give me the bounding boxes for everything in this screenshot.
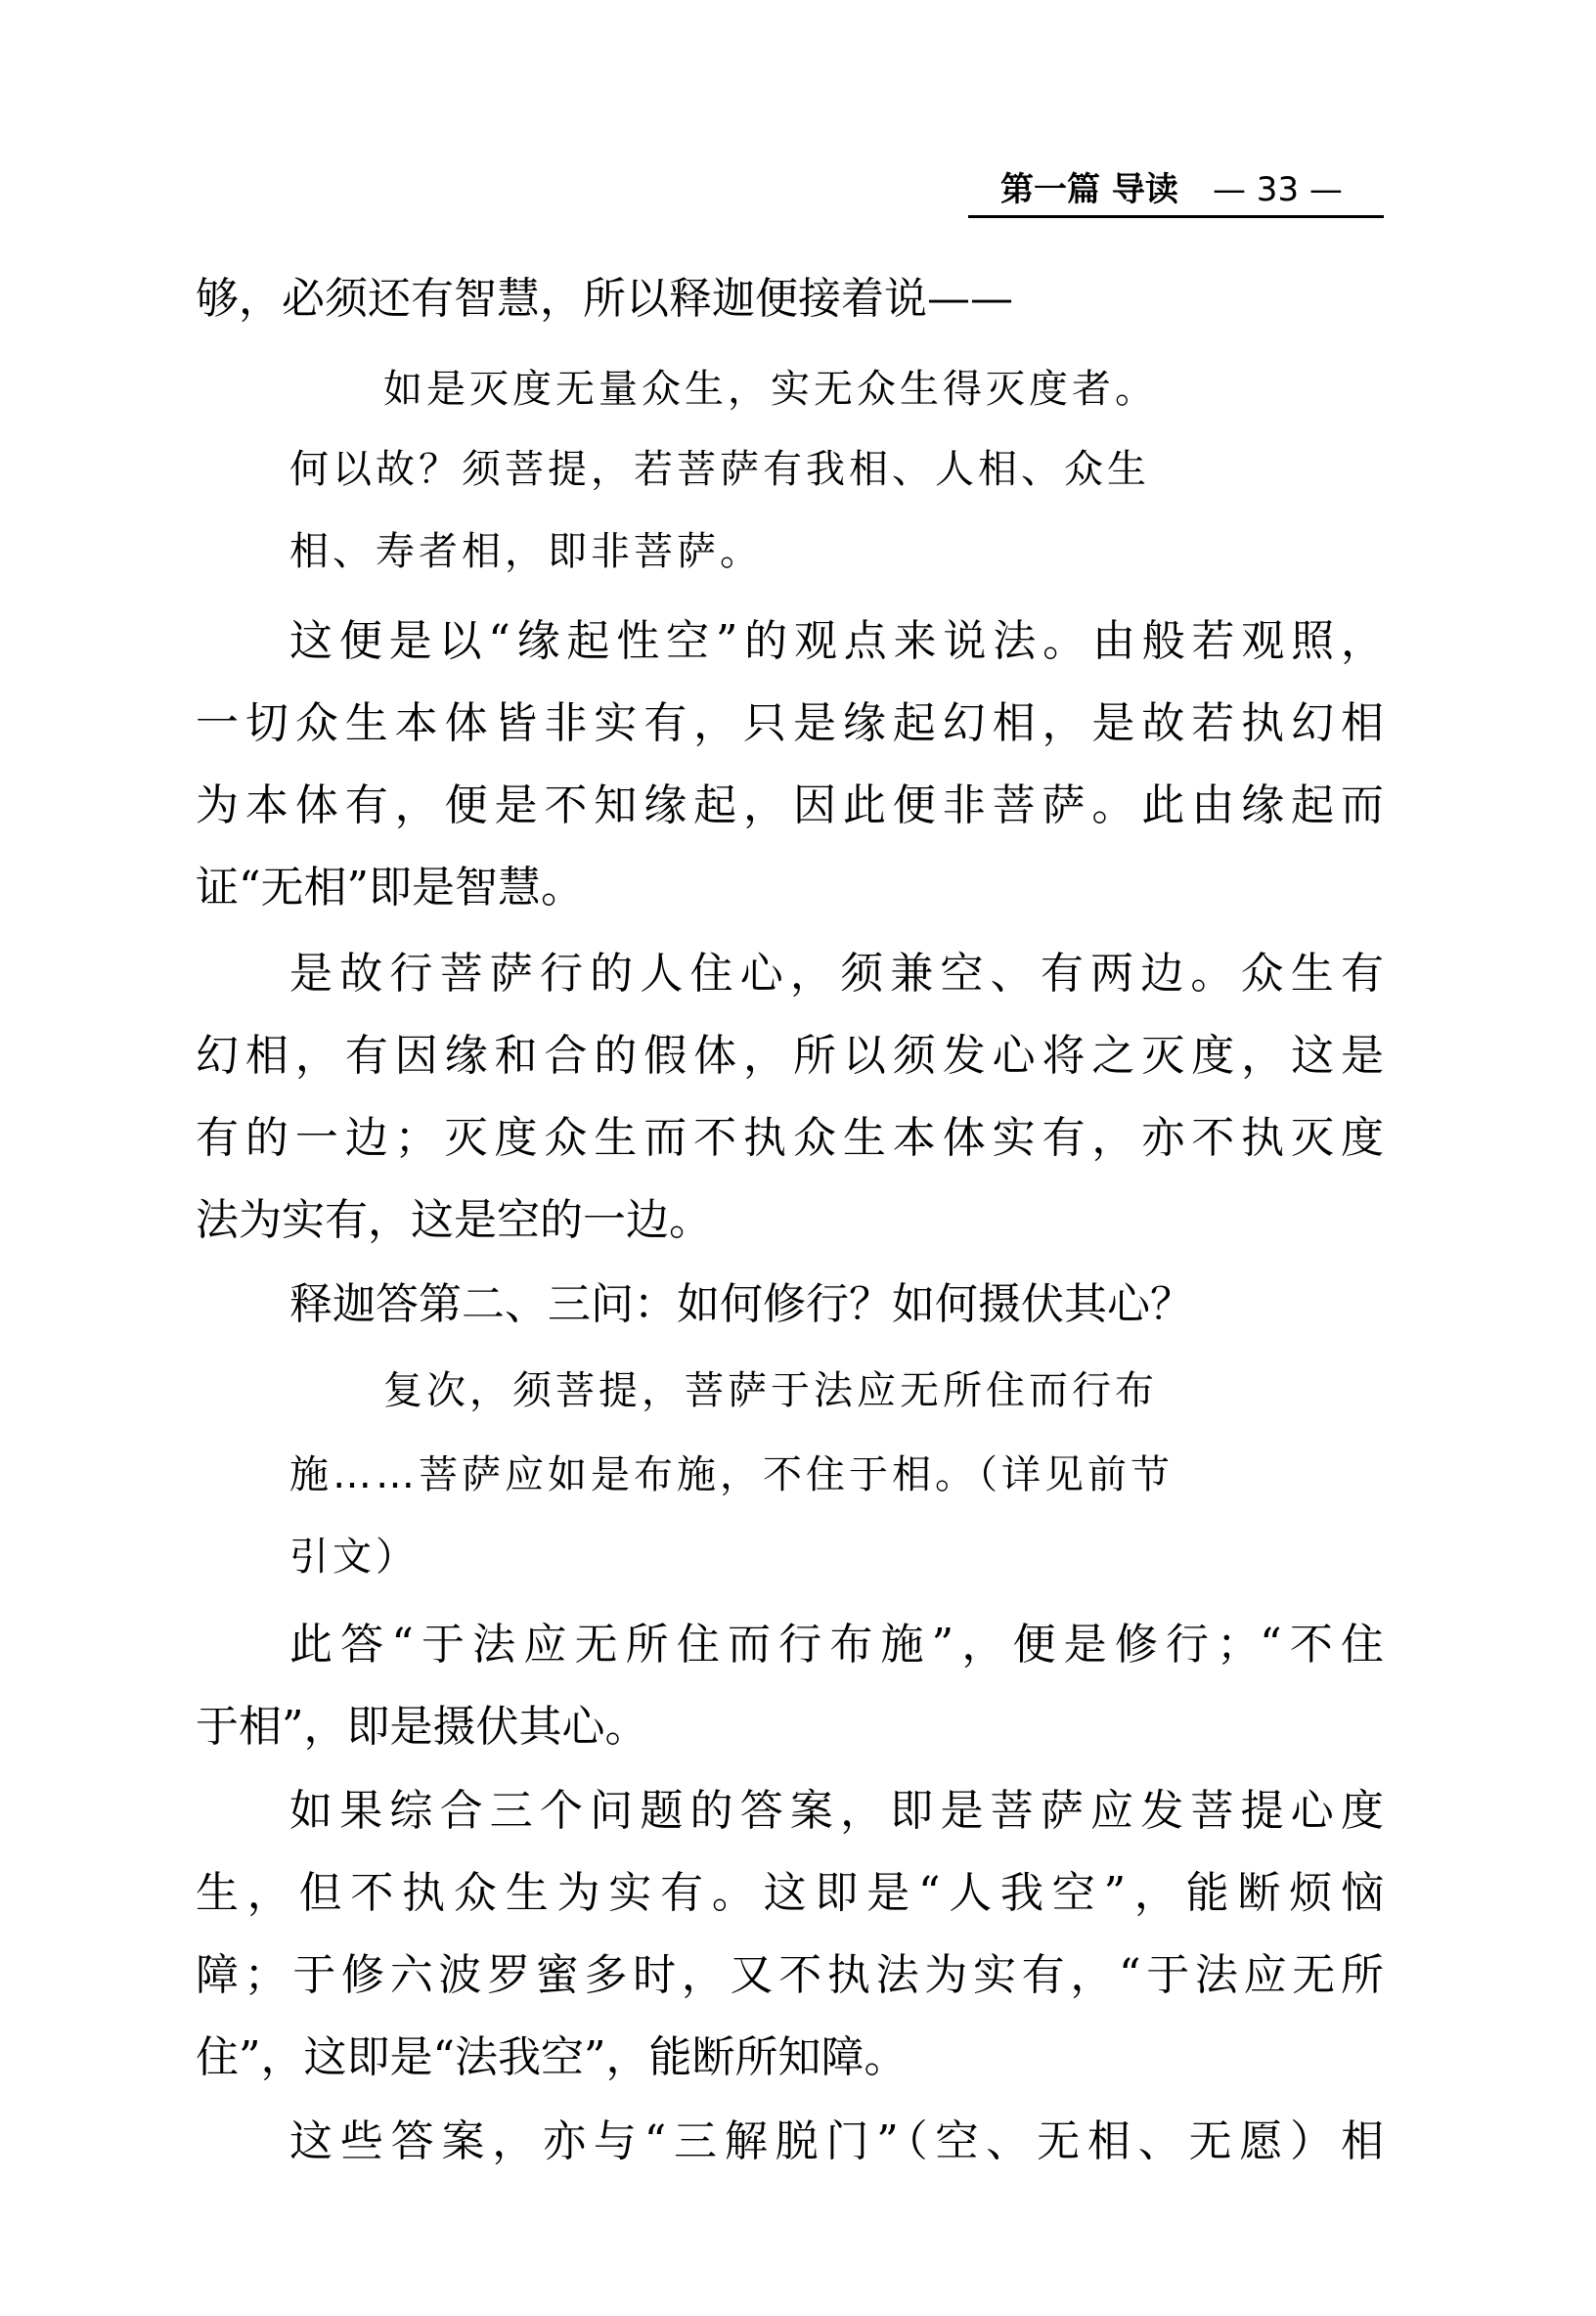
- sutra-quote-line: 如是灭度无量众生，实无众生得灭度者。: [383, 367, 1158, 412]
- text-line: 生，但不执众生为实有。这即是“人我空”，能断烦恼: [196, 1868, 1384, 1918]
- sutra-quote-line: 引文）: [289, 1535, 419, 1580]
- text-line: 一切众生本体皆非实有，只是缘起幻相，是故若执幻相: [196, 698, 1384, 748]
- text-line: 此答“于法应无所住而行布施”，便是修行；“不住: [289, 1620, 1384, 1670]
- text-line: 如果综合三个问题的答案，即是菩萨应发菩提心度: [289, 1786, 1384, 1836]
- text-line: 释迦答第二、三问：如何修行？如何摄伏其心？: [289, 1279, 1193, 1329]
- text-line: 是故行菩萨行的人住心，须兼空、有两边。众生有: [289, 949, 1384, 999]
- text-line: 这些答案，亦与“三解脱门”（空、无相、无愿）相: [289, 2116, 1384, 2166]
- text-line: 证“无相”即是智慧。: [196, 863, 584, 913]
- text-line: 够，必须还有智慧，所以释迦便接着说——: [196, 274, 1013, 324]
- text-line: 有的一边；灭度众生而不执众生本体实有，亦不执灭度: [196, 1113, 1384, 1163]
- chapter-title: 第一篇 导读: [1000, 170, 1178, 209]
- text-line: 住”，这即是“法我空”，能断所知障。: [196, 2032, 908, 2082]
- sutra-quote-line: 复次，须菩提，菩萨于法应无所住而行布: [383, 1368, 1158, 1413]
- text-line: 这便是以“缘起性空”的观点来说法。由般若观照，: [289, 616, 1384, 666]
- text-line: 障；于修六波罗蜜多时，又不执法为实有，“于法应无所: [196, 1950, 1384, 2000]
- sutra-quote-line: 相、寿者相，即非菩萨。: [289, 529, 763, 574]
- sutra-quote-line: 施……菩萨应如是布施，不住于相。（详见前节: [289, 1452, 1174, 1497]
- text-line: 法为实有，这是空的一边。: [196, 1195, 712, 1245]
- text-line: 幻相，有因缘和合的假体，所以须发心将之灭度，这是: [196, 1031, 1384, 1081]
- text-line: 于相”，即是摄伏其心。: [196, 1702, 648, 1752]
- sutra-quote-line: 何以故？须菩提，若菩萨有我相、人相、众生: [289, 447, 1150, 492]
- text-line: 为本体有，便是不知缘起，因此便非菩萨。此由缘起而: [196, 780, 1384, 830]
- page-number: — 33 —: [1213, 170, 1343, 209]
- running-header: [968, 168, 1384, 218]
